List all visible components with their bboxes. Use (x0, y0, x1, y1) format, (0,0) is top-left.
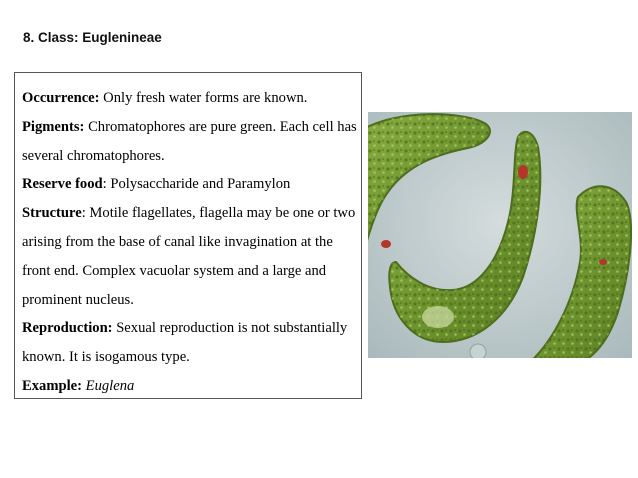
example-value: Euglena (85, 377, 135, 394)
reserve-food-line (22, 170, 361, 199)
eyespot-right (599, 259, 607, 265)
occurrence-line (22, 84, 361, 113)
structure-label: Structure (22, 205, 82, 222)
reserve-food-text: : Polysaccharide and Paramylon (102, 176, 291, 193)
eyespot-left (381, 240, 391, 248)
structure-text: : Motile flagellates, flagella may be one or two arising from the base of canal like invagination at the front end. Complex vacuolar system and a large and prominent nucleus. (22, 205, 356, 308)
occurrence-label: Occurrence: (22, 90, 100, 106)
euglena-micrograph (368, 112, 632, 358)
structure-line (22, 199, 361, 314)
slide-heading: 8. Class: Euglenineae (23, 30, 162, 45)
example-line (22, 372, 361, 401)
nucleus (422, 306, 454, 328)
euglena-micrograph-drawing (368, 112, 632, 358)
pigments-text: Chromatophores are pure green. Each cell has several chromatophores. (22, 118, 357, 164)
pigments-line (22, 113, 361, 171)
reserve-food-label: Reserve food (22, 176, 103, 193)
reproduction-text: Sexual reproduction is not substantially known. It is isogamous type. (22, 320, 348, 366)
occurrence-text: Only fresh water forms are known. (99, 90, 308, 106)
eyespot-upper (518, 165, 528, 179)
reproduction-line (22, 314, 361, 372)
small-particle (470, 344, 486, 358)
description-box (14, 72, 362, 399)
pigments-label: Pigments: (22, 118, 85, 135)
reproduction-label: Reproduction: (22, 320, 113, 337)
example-label: Example: (22, 377, 82, 394)
